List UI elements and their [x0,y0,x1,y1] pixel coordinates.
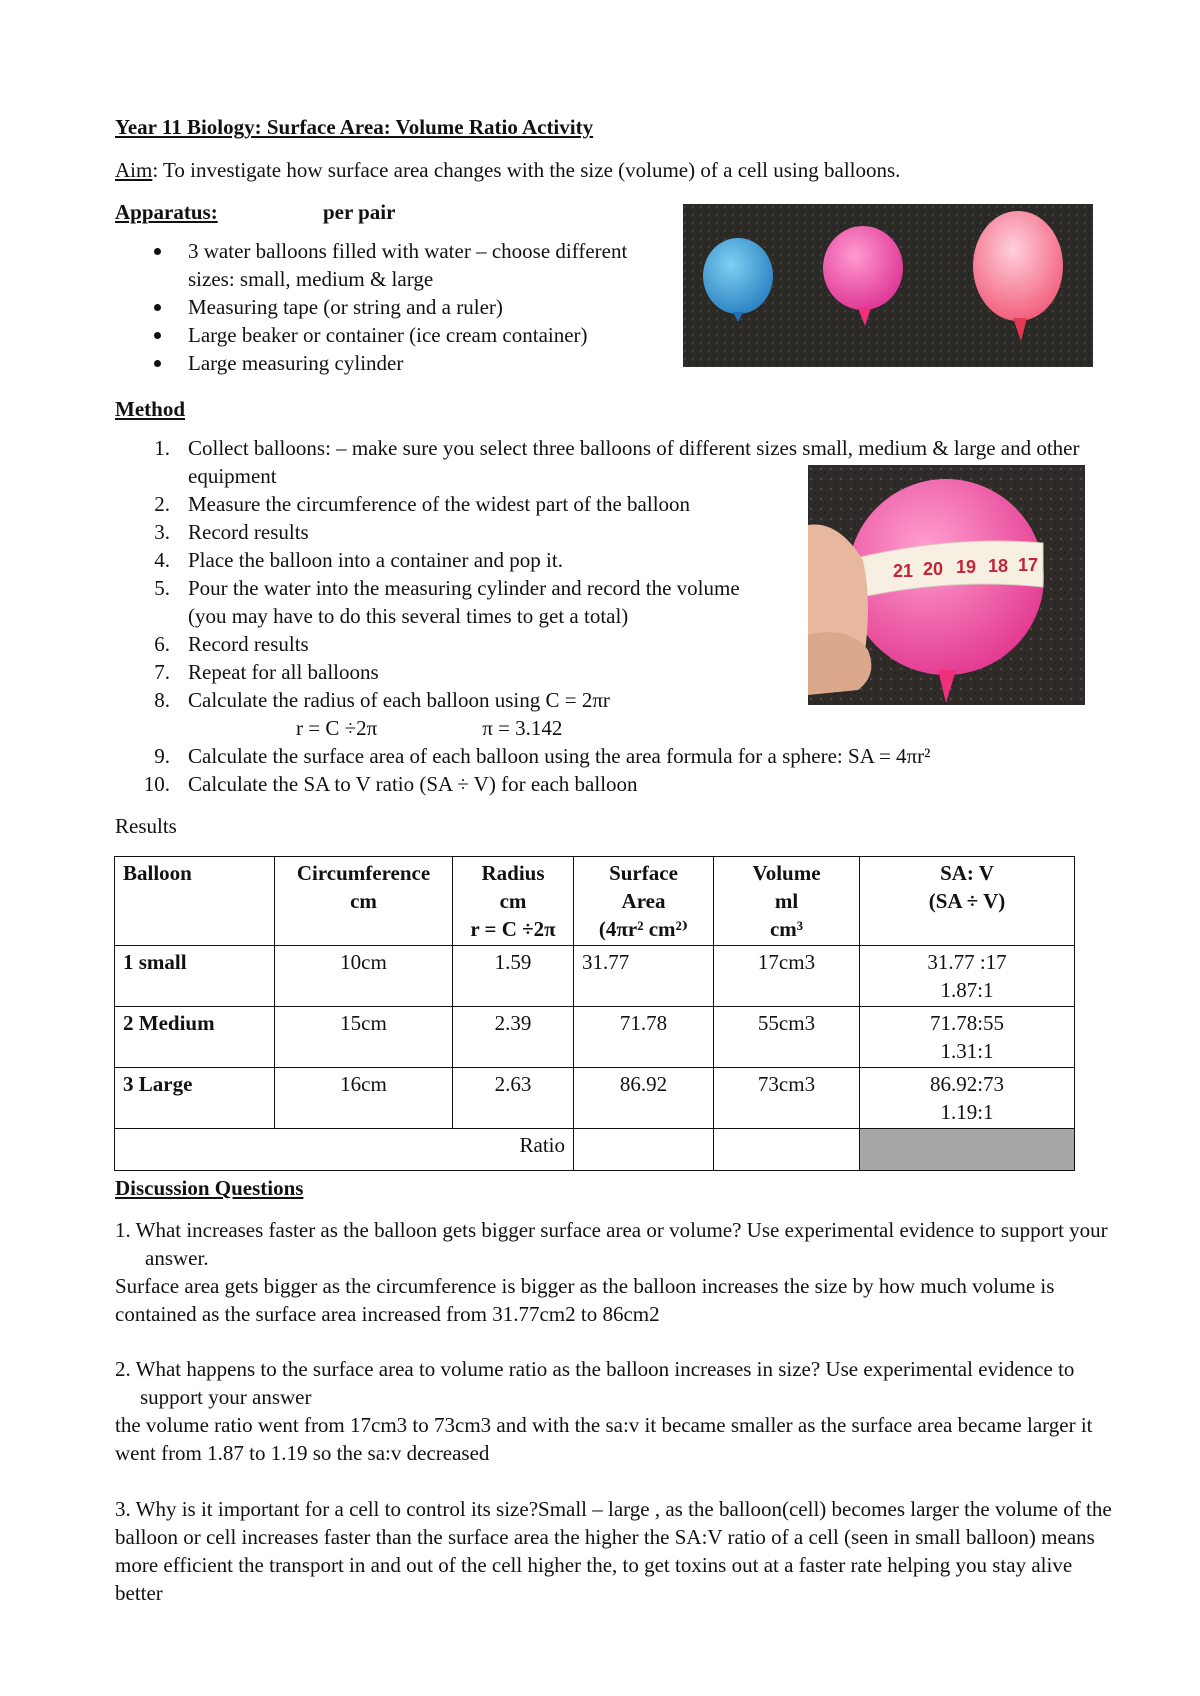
table-cell: 86.92:73 1.19:1 [860,1068,1075,1129]
table-cell: 71.78 [574,1007,714,1068]
results-label: Results [115,814,177,838]
list-item: 3. Record results [154,520,309,544]
table-cell: 15cm [275,1007,453,1068]
list-item: r = C ÷2π π = 3.142 [296,716,563,740]
list-item: 5. Pour the water into the measuring cylinder and record the volume (you may have to do this several times to get a total) [154,576,740,628]
question-3 [115,1495,1115,1607]
column-header: SA: V (SA ÷ V) [860,857,1075,946]
table-cell: 86.92 [574,1068,714,1129]
balloons-illustration [683,204,1093,367]
table-row [115,1068,1075,1129]
list-item: Measuring tape (or string and a ruler) [148,293,668,321]
apparatus-list [148,237,668,377]
list-item: 10. Calculate the SA to V ratio (SA ÷ V) for each balloon [143,772,638,796]
list-item: 4. Place the balloon into a container and pop it. [154,548,563,572]
table-row [115,1129,1075,1171]
table-cell: 1.59 [453,946,574,1007]
answer-text: the volume ratio went from 17cm3 to 73cm3 and with the sa:v it became smaller as the surface area became larger it went from 1.87 to 1.19 so the sa:v decreased [115,1413,1093,1465]
column-header: Balloon [115,857,275,946]
table-cell: 2.63 [453,1068,574,1129]
apparatus-label: Apparatus: [115,200,218,224]
tape-number: 20 [923,559,944,579]
table-cell: 2 Medium [115,1007,275,1068]
question-1 [115,1216,1115,1328]
list-item: 6. Record results [154,632,309,656]
tape-number: 21 [893,561,914,581]
balloons-photo [683,204,1093,367]
table-cell: 73cm3 [714,1068,860,1129]
method-label: Method [115,397,185,421]
answer-text: Surface area gets bigger as the circumference is bigger as the balloon increases the size by how much volume is contained as the surface area increased from 31.77cm2 to 86cm2 [115,1274,1055,1326]
list-item: 8. Calculate the radius of each balloon using C = 2πr [154,688,610,712]
measuring-illustration [808,465,1085,705]
table-cell: 3 Large [115,1068,275,1129]
table-cell: 2.39 [453,1007,574,1068]
results-table [114,856,1075,1171]
aim-label: Aim [115,158,153,182]
aim-text: : To investigate how surface area changes with the size (volume) of a cell using balloons. [152,158,901,182]
ratio-label: Ratio [115,1129,574,1171]
table-cell: 31.77 :17 1.87:1 [860,946,1075,1007]
list-item: Large measuring cylinder [148,349,668,377]
list-item: 2. Measure the circumference of the widest part of the balloon [154,492,691,516]
question-text: 3. Why is it important for a cell to control its size?Small – large , as the balloon(cell) becomes larger the volume of the balloon or cell increases faster than the surface area the higher the SA:V ratio of a cell (seen in small balloon) means more efficient the transport in and out of the cell higher the, to get toxins out at a faster rate helping you stay alive better [115,1497,1112,1605]
column-header: Surface Area (4πr² cm²⁾ [574,857,714,946]
column-header: Radius cm r = C ÷2π [453,857,574,946]
shaded-cell [860,1129,1075,1171]
table-cell: 17cm3 [714,946,860,1007]
table-cell: 10cm [275,946,453,1007]
per-pair-label: per pair [322,200,396,224]
list-item: Large beaker or container (ice cream container) [148,321,668,349]
table-cell: 55cm3 [714,1007,860,1068]
apparatus-heading [115,198,395,226]
tape-number: 19 [956,557,977,577]
aim-line [115,156,900,184]
tape-number: 17 [1018,555,1039,575]
list-item: 9. Calculate the surface area of each balloon using the area formula for a sphere: SA = 4πr² [154,744,931,768]
table-cell: 1 small [115,946,275,1007]
tape-number: 18 [988,556,1009,576]
page-title: Year 11 Biology: Surface Area: Volume Ratio Activity [115,115,594,139]
table-row [115,1007,1075,1068]
list-item: 1. Collect balloons: – make sure you select three balloons of different sizes small, medium & large and other equipment [154,436,1080,488]
table-cell: 71.78:55 1.31:1 [860,1007,1075,1068]
list-item: 3 water balloons filled with water – choose different sizes: small, medium & large [148,237,628,293]
discussion-label: Discussion Questions [115,1176,304,1200]
table-cell [574,1129,714,1171]
column-header: Volume ml cm³ [714,857,860,946]
light-pink-balloon-icon [973,211,1063,321]
table-cell [714,1129,860,1171]
question-text: 2. What happens to the surface area to volume ratio as the balloon increases in size? Use experimental evidence to support your answer [115,1357,1075,1409]
measuring-photo [808,465,1085,705]
list-item: 7. Repeat for all balloons [154,660,379,684]
blue-balloon-icon [703,238,773,314]
table-cell: 16cm [275,1068,453,1129]
question-text: 1. What increases faster as the balloon gets bigger surface area or volume? Use experimental evidence to support your answer. [115,1218,1108,1270]
table-header-row [115,857,1075,946]
column-header: Circumference cm [275,857,453,946]
table-row [115,946,1075,1007]
table-cell: 31.77 [574,946,714,1007]
pink-balloon-icon [823,226,903,310]
question-2 [115,1355,1115,1467]
